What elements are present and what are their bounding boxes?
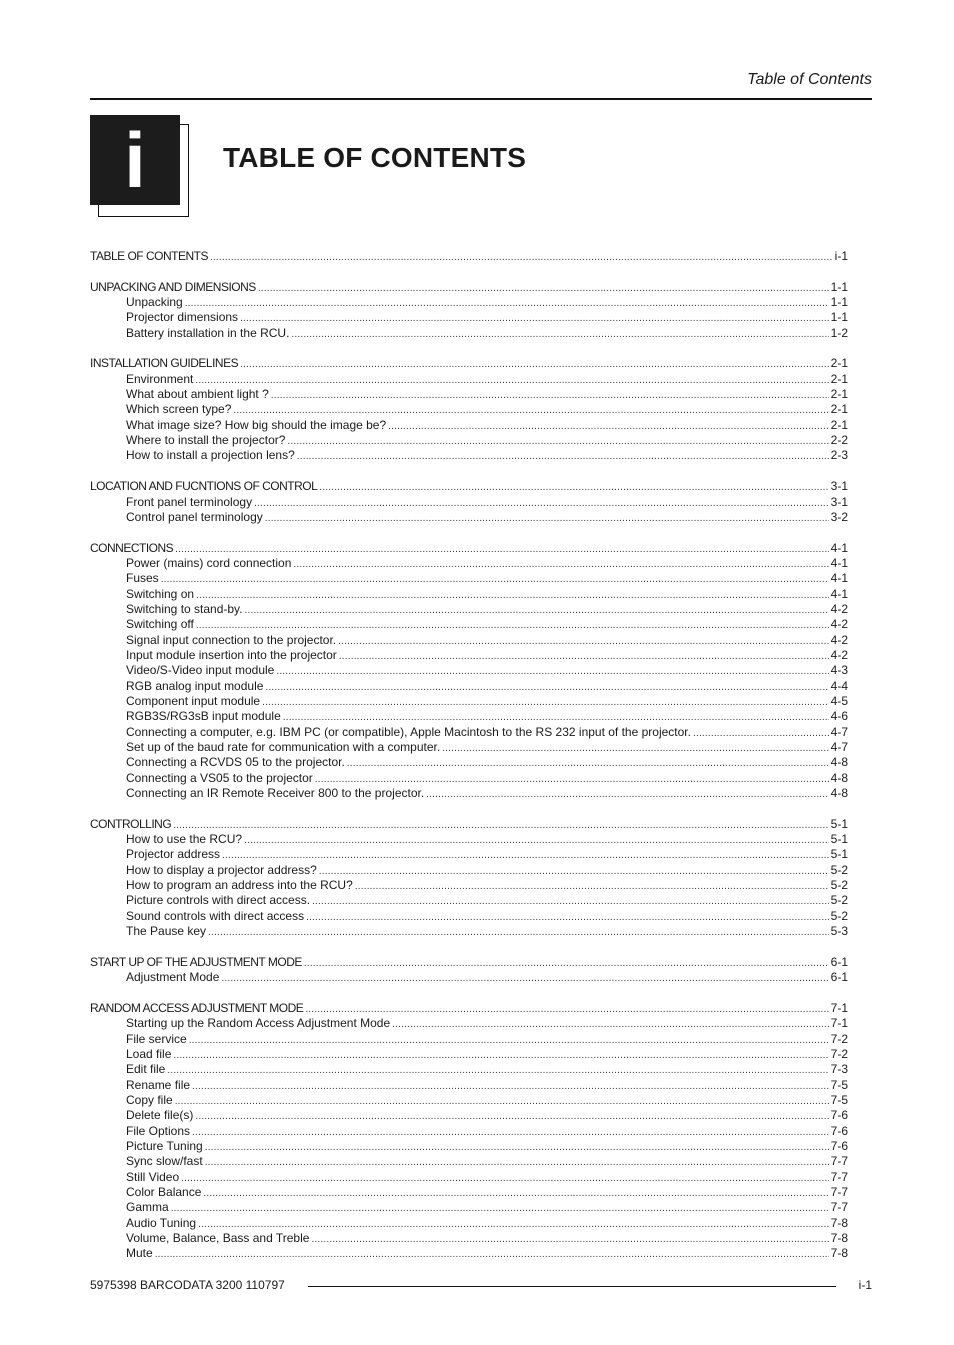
toc-entry-label: TABLE OF CONTENTS bbox=[90, 249, 208, 263]
dot-leader bbox=[276, 663, 828, 677]
dot-leader bbox=[293, 556, 828, 570]
toc-entry-label: Which screen type? bbox=[126, 402, 232, 417]
dot-leader bbox=[244, 832, 829, 846]
footer-page-number: i-1 bbox=[858, 1278, 872, 1292]
toc-entry[interactable] bbox=[90, 1093, 848, 1108]
toc-entry-label: How to install a projection lens? bbox=[126, 448, 295, 463]
dot-leader bbox=[196, 617, 829, 631]
toc-entry[interactable] bbox=[90, 402, 848, 417]
toc-entry-page: 2-1 bbox=[830, 417, 848, 432]
dot-leader bbox=[254, 495, 829, 509]
toc-entry-label: Switching on bbox=[126, 586, 195, 601]
toc-entry-page: 4-1 bbox=[830, 555, 848, 570]
toc-entry-label: Edit file bbox=[126, 1062, 166, 1077]
toc-section-heading[interactable] bbox=[90, 955, 848, 970]
dot-leader bbox=[392, 1016, 829, 1030]
toc-entry-label: LOCATION AND FUCNTIONS OF CONTROL bbox=[90, 479, 318, 494]
dot-leader bbox=[185, 295, 829, 309]
dot-leader bbox=[338, 633, 829, 647]
toc-entry-label: CONNECTIONS bbox=[90, 540, 174, 555]
toc-entry-page: 7-8 bbox=[830, 1215, 848, 1230]
toc-entry-page: 7-8 bbox=[830, 1246, 848, 1261]
toc-entry-label: File service bbox=[126, 1031, 187, 1046]
toc-entry[interactable] bbox=[90, 663, 848, 678]
toc-entry[interactable] bbox=[90, 786, 848, 801]
toc-entry[interactable] bbox=[90, 556, 848, 571]
toc-entry-page: 4-2 bbox=[830, 601, 848, 616]
toc-entry[interactable] bbox=[90, 1078, 848, 1093]
toc-entry-label: Volume, Balance, Bass and Treble bbox=[126, 1231, 310, 1245]
toc-section-heading[interactable] bbox=[90, 249, 848, 264]
toc-entry[interactable] bbox=[90, 1200, 848, 1215]
toc-entry-page: 1-1 bbox=[830, 279, 848, 294]
toc-entry[interactable] bbox=[90, 771, 848, 786]
toc-section bbox=[90, 356, 848, 463]
toc-entry[interactable] bbox=[90, 1047, 848, 1062]
toc-entry-page: 7-6 bbox=[830, 1108, 848, 1123]
toc-entry-page: 4-2 bbox=[830, 617, 848, 632]
toc-entry-page: 1-2 bbox=[830, 325, 848, 340]
toc-entry[interactable] bbox=[90, 602, 848, 617]
dot-leader bbox=[203, 1185, 828, 1199]
dot-leader bbox=[222, 847, 829, 861]
dot-leader bbox=[205, 1154, 829, 1168]
toc-entry-page: 4-8 bbox=[830, 770, 848, 785]
toc-entry-label: Audio Tuning bbox=[126, 1215, 197, 1230]
dot-leader bbox=[189, 1032, 829, 1046]
toc-entry-page: 6-1 bbox=[830, 970, 848, 985]
toc-entry-page: 7-2 bbox=[830, 1031, 848, 1046]
toc-entry-page: 7-1 bbox=[830, 1000, 848, 1015]
dot-leader bbox=[240, 356, 829, 370]
toc-section bbox=[90, 817, 848, 940]
toc-entry-label: Picture controls with direct access. bbox=[126, 893, 311, 908]
toc-section bbox=[90, 1001, 848, 1262]
dot-leader bbox=[315, 771, 829, 785]
toc-entry-page: 2-1 bbox=[830, 371, 848, 386]
toc-section bbox=[90, 541, 848, 802]
toc-entry-page: 7-6 bbox=[830, 1123, 848, 1138]
toc-entry-label: Projector address bbox=[126, 847, 221, 862]
toc-entry-label: Power (mains) cord connection bbox=[126, 555, 292, 570]
toc-entry-page: 5-1 bbox=[830, 832, 848, 847]
toc-entry-label: UNPACKING AND DIMENSIONS bbox=[90, 279, 256, 294]
toc-entry-label: Rename file bbox=[126, 1077, 191, 1092]
dot-leader bbox=[388, 418, 829, 432]
toc-entry-label: RGB3S/RG3sB input module bbox=[126, 709, 281, 724]
toc-entry-page: 7-7 bbox=[830, 1184, 848, 1199]
toc-entry-page: 2-2 bbox=[830, 433, 848, 448]
dot-leader bbox=[155, 1246, 829, 1260]
toc-entry[interactable] bbox=[90, 433, 848, 448]
toc-entry-page: 7-7 bbox=[830, 1154, 848, 1169]
running-header-title: Table of Contents bbox=[747, 71, 872, 88]
toc-section bbox=[90, 479, 848, 525]
toc-entry-label: Connecting a RCVDS 05 to the projector. bbox=[126, 755, 345, 770]
toc-section-heading[interactable] bbox=[90, 280, 848, 295]
toc-entry-label: Input module insertion into the projector bbox=[126, 647, 337, 662]
toc-entry-page: 4-6 bbox=[830, 709, 848, 724]
toc-entry-label: File Options bbox=[126, 1123, 191, 1138]
toc-entry-page: 7-3 bbox=[830, 1062, 848, 1077]
toc-entry-page: 1-1 bbox=[830, 295, 848, 310]
dot-leader bbox=[221, 970, 828, 984]
toc-entry-page: 2-3 bbox=[830, 448, 848, 463]
toc-entry-page: 4-7 bbox=[830, 724, 848, 739]
dot-leader bbox=[442, 740, 828, 754]
toc-entry[interactable] bbox=[90, 832, 848, 847]
toc-entry-page: 5-2 bbox=[830, 893, 848, 908]
toc-entry-label: Still Video bbox=[126, 1169, 180, 1184]
toc-entry-page: 4-1 bbox=[830, 540, 848, 555]
toc-entry[interactable] bbox=[90, 878, 848, 893]
toc-entry-label: Projector dimensions bbox=[126, 310, 239, 325]
toc-entry-label: What image size? How big should the image be? bbox=[126, 417, 387, 432]
toc-entry-page: 4-2 bbox=[830, 647, 848, 662]
toc-entry-page: 3-1 bbox=[830, 494, 848, 509]
toc-entry-page: 7-1 bbox=[830, 1016, 848, 1031]
dot-leader bbox=[171, 1200, 829, 1214]
toc-entry[interactable] bbox=[90, 1185, 848, 1200]
dot-leader bbox=[258, 280, 829, 294]
toc-entry-label: Picture Tuning bbox=[126, 1138, 203, 1153]
dot-leader bbox=[233, 402, 828, 416]
toc-section-heading[interactable] bbox=[90, 541, 848, 556]
toc-entry[interactable] bbox=[90, 847, 848, 862]
dot-leader bbox=[319, 479, 828, 493]
toc-entry[interactable] bbox=[90, 1216, 848, 1231]
toc-entry-page: 4-8 bbox=[830, 786, 848, 801]
dot-leader bbox=[262, 694, 829, 708]
dot-leader bbox=[305, 1001, 828, 1015]
toc-entry-label: Sound controls with direct access bbox=[126, 908, 305, 923]
toc-entry-label: Color Balance bbox=[126, 1184, 202, 1199]
toc-entry-page: 7-7 bbox=[830, 1200, 848, 1215]
toc-entry[interactable] bbox=[90, 909, 848, 924]
toc-entry[interactable] bbox=[90, 1032, 848, 1047]
toc-entry[interactable] bbox=[90, 679, 848, 694]
toc-entry-label: Control panel terminology bbox=[126, 509, 263, 524]
dot-leader bbox=[195, 1108, 828, 1122]
toc-entry[interactable] bbox=[90, 372, 848, 387]
toc-section-heading[interactable] bbox=[90, 1001, 848, 1016]
toc-entry[interactable] bbox=[90, 617, 848, 632]
dot-leader bbox=[195, 372, 828, 386]
toc-entry[interactable] bbox=[90, 1154, 848, 1169]
toc-entry-label: CONTROLLING bbox=[90, 816, 172, 831]
toc-entry-label: Delete file(s) bbox=[126, 1108, 194, 1123]
toc-entry-label: START UP OF THE ADJUSTMENT MODE bbox=[90, 954, 302, 969]
toc-entry-page: 7-2 bbox=[830, 1046, 848, 1061]
toc-entry[interactable] bbox=[90, 1246, 848, 1261]
toc-entry-label: Set up of the baud rate for communication with a computer. bbox=[126, 740, 441, 754]
toc-entry-label: Unpacking bbox=[126, 295, 183, 310]
toc-entry[interactable] bbox=[90, 1231, 848, 1246]
toc-entry-page: 6-1 bbox=[830, 954, 848, 969]
toc-entry[interactable] bbox=[90, 295, 848, 310]
dot-leader bbox=[319, 863, 829, 877]
dot-leader bbox=[167, 1062, 828, 1076]
toc-entry-label: Switching off bbox=[126, 617, 194, 632]
footer-rule bbox=[308, 1286, 836, 1287]
toc-entry-label: Front panel terminology bbox=[126, 494, 253, 509]
toc-entry[interactable] bbox=[90, 310, 848, 325]
dot-leader bbox=[175, 1093, 829, 1107]
toc-entry[interactable] bbox=[90, 1170, 848, 1185]
toc-entry[interactable] bbox=[90, 648, 848, 663]
toc-entry-label: Mute bbox=[126, 1246, 153, 1261]
dot-leader bbox=[175, 541, 828, 555]
dot-leader bbox=[355, 878, 829, 892]
dot-leader bbox=[205, 1139, 829, 1153]
toc-entry[interactable] bbox=[90, 725, 848, 740]
toc-entry-page: 4-5 bbox=[830, 693, 848, 708]
dot-leader bbox=[192, 1124, 829, 1138]
dot-leader bbox=[245, 602, 829, 616]
dot-leader bbox=[265, 510, 829, 524]
toc-entry-page: 7-5 bbox=[830, 1092, 848, 1107]
dot-leader bbox=[283, 709, 829, 723]
dot-leader bbox=[304, 955, 829, 969]
toc-entry-page: 5-1 bbox=[830, 847, 848, 862]
toc-entry-label: Switching to stand-by. bbox=[126, 601, 243, 616]
toc-entry-page: 7-6 bbox=[830, 1138, 848, 1153]
toc-entry-label: Component input module bbox=[126, 693, 261, 708]
toc-entry-page: 5-2 bbox=[830, 878, 848, 893]
toc-entry-label: How to use the RCU? bbox=[126, 832, 243, 847]
toc-entry[interactable] bbox=[90, 1016, 848, 1031]
toc-section bbox=[90, 249, 848, 264]
toc-entry-label: Starting up the Random Access Adjustment Mode bbox=[126, 1016, 391, 1031]
toc-entry-label: Load file bbox=[126, 1046, 172, 1061]
toc-entry[interactable] bbox=[90, 970, 848, 985]
toc-entry-label: Signal input connection to the projector. bbox=[126, 632, 337, 647]
toc-entry-page: 5-3 bbox=[830, 924, 848, 939]
toc-entry-page: 2-1 bbox=[830, 356, 848, 371]
toc-entry[interactable] bbox=[90, 326, 848, 341]
toc-section-heading[interactable] bbox=[90, 817, 848, 832]
toc-section-heading[interactable] bbox=[90, 356, 848, 371]
dot-leader bbox=[265, 679, 828, 693]
dot-leader bbox=[271, 387, 829, 401]
toc-entry[interactable] bbox=[90, 448, 848, 463]
toc-entry-page: 5-2 bbox=[830, 862, 848, 877]
dot-leader bbox=[347, 755, 829, 769]
toc-entry[interactable] bbox=[90, 387, 848, 402]
toc-entry[interactable] bbox=[90, 740, 848, 755]
toc-entry-page: 1-1 bbox=[830, 310, 848, 325]
toc-entry-label: Fuses bbox=[126, 571, 159, 586]
toc-entry-page: 3-2 bbox=[830, 509, 848, 524]
toc-entry[interactable] bbox=[90, 1062, 848, 1077]
toc-entry-label: Environment bbox=[126, 371, 194, 386]
toc-entry-page: 5-1 bbox=[830, 816, 848, 831]
dot-leader bbox=[240, 310, 829, 324]
toc-entry[interactable] bbox=[90, 863, 848, 878]
header-rule bbox=[90, 98, 872, 100]
dot-leader bbox=[210, 249, 833, 263]
toc-entry-label: How to display a projector address? bbox=[126, 862, 317, 877]
toc-section-heading[interactable] bbox=[90, 479, 848, 494]
toc-entry-page: 4-7 bbox=[830, 740, 848, 754]
toc-entry[interactable] bbox=[90, 924, 848, 939]
toc-entry[interactable] bbox=[90, 1139, 848, 1154]
toc-entry-page: 4-2 bbox=[830, 632, 848, 647]
toc-entry-page: 3-1 bbox=[830, 479, 848, 494]
dot-leader bbox=[173, 1047, 828, 1061]
toc-entry-label: Battery installation in the RCU. bbox=[126, 325, 290, 340]
dot-leader bbox=[173, 817, 828, 831]
toc-entry-label: INSTALLATION GUIDELINES bbox=[90, 356, 239, 371]
toc-entry-page: 7-8 bbox=[830, 1231, 848, 1245]
toc-entry-label: Where to install the projector? bbox=[126, 433, 286, 448]
toc-section bbox=[90, 280, 848, 341]
toc-entry[interactable] bbox=[90, 510, 848, 525]
toc-entry-label: Connecting a computer, e.g. IBM PC (or compatible), Apple Macintosh to the RS 232 input of the projector. bbox=[126, 724, 691, 739]
toc-entry-page: 5-2 bbox=[830, 908, 848, 923]
dot-leader bbox=[181, 1170, 829, 1184]
toc-entry-label: Video/S-Video input module bbox=[126, 663, 275, 678]
toc-entry-page: 2-1 bbox=[830, 402, 848, 417]
dot-leader bbox=[297, 448, 829, 462]
toc-entry[interactable] bbox=[90, 418, 848, 433]
toc-entry-page: 4-1 bbox=[830, 571, 848, 586]
toc-entry-label: Sync slow/fast bbox=[126, 1154, 203, 1169]
toc-entry-page: i-1 bbox=[834, 249, 848, 263]
table-of-contents bbox=[90, 249, 848, 1262]
toc-entry-label: RANDOM ACCESS ADJUSTMENT MODE bbox=[90, 1000, 304, 1015]
dot-leader bbox=[339, 648, 829, 662]
toc-entry-label: Gamma bbox=[126, 1200, 169, 1215]
toc-entry-page: 7-7 bbox=[830, 1169, 848, 1184]
dot-leader bbox=[208, 924, 829, 938]
toc-entry-label: Connecting a VS05 to the projector bbox=[126, 770, 313, 785]
dot-leader bbox=[196, 587, 829, 601]
toc-entry[interactable] bbox=[90, 694, 848, 709]
toc-entry-label: Connecting an IR Remote Receiver 800 to the projector. bbox=[126, 786, 425, 801]
toc-entry-label: What about ambient light ? bbox=[126, 387, 269, 402]
dot-leader bbox=[311, 1231, 828, 1245]
dot-leader bbox=[192, 1078, 829, 1092]
toc-entry-page: 2-1 bbox=[830, 387, 848, 402]
toc-section bbox=[90, 955, 848, 986]
dot-leader bbox=[693, 725, 829, 739]
dot-leader bbox=[161, 571, 829, 585]
info-logo-icon: i bbox=[90, 115, 180, 205]
dot-leader bbox=[198, 1216, 829, 1230]
toc-entry-page: 4-4 bbox=[830, 678, 848, 693]
toc-entry-label: Copy file bbox=[126, 1092, 173, 1107]
dot-leader bbox=[312, 893, 829, 907]
toc-entry[interactable] bbox=[90, 1108, 848, 1123]
dot-leader bbox=[287, 433, 828, 447]
toc-entry[interactable] bbox=[90, 755, 848, 770]
toc-entry-label: How to program an address into the RCU? bbox=[126, 878, 353, 893]
toc-entry-page: 4-3 bbox=[830, 663, 848, 678]
toc-entry-page: 4-8 bbox=[830, 755, 848, 770]
dot-leader bbox=[426, 786, 828, 800]
toc-entry-label: The Pause key bbox=[126, 924, 207, 939]
toc-entry-label: Adjustment Mode bbox=[126, 970, 220, 985]
toc-entry[interactable] bbox=[90, 1124, 848, 1139]
toc-entry[interactable] bbox=[90, 587, 848, 602]
toc-entry[interactable] bbox=[90, 633, 848, 648]
toc-entry[interactable] bbox=[90, 571, 848, 586]
toc-entry[interactable] bbox=[90, 495, 848, 510]
toc-entry-page: 7-5 bbox=[830, 1077, 848, 1092]
footer-document-id: 5975398 BARCODATA 3200 110797 bbox=[90, 1278, 285, 1292]
dot-leader bbox=[306, 909, 829, 923]
page-title: TABLE OF CONTENTS bbox=[223, 142, 527, 173]
toc-entry-label: RGB analog input module bbox=[126, 678, 264, 693]
toc-entry[interactable] bbox=[90, 893, 848, 908]
toc-entry[interactable] bbox=[90, 709, 848, 724]
dot-leader bbox=[291, 326, 828, 340]
toc-entry-page: 4-1 bbox=[830, 586, 848, 601]
